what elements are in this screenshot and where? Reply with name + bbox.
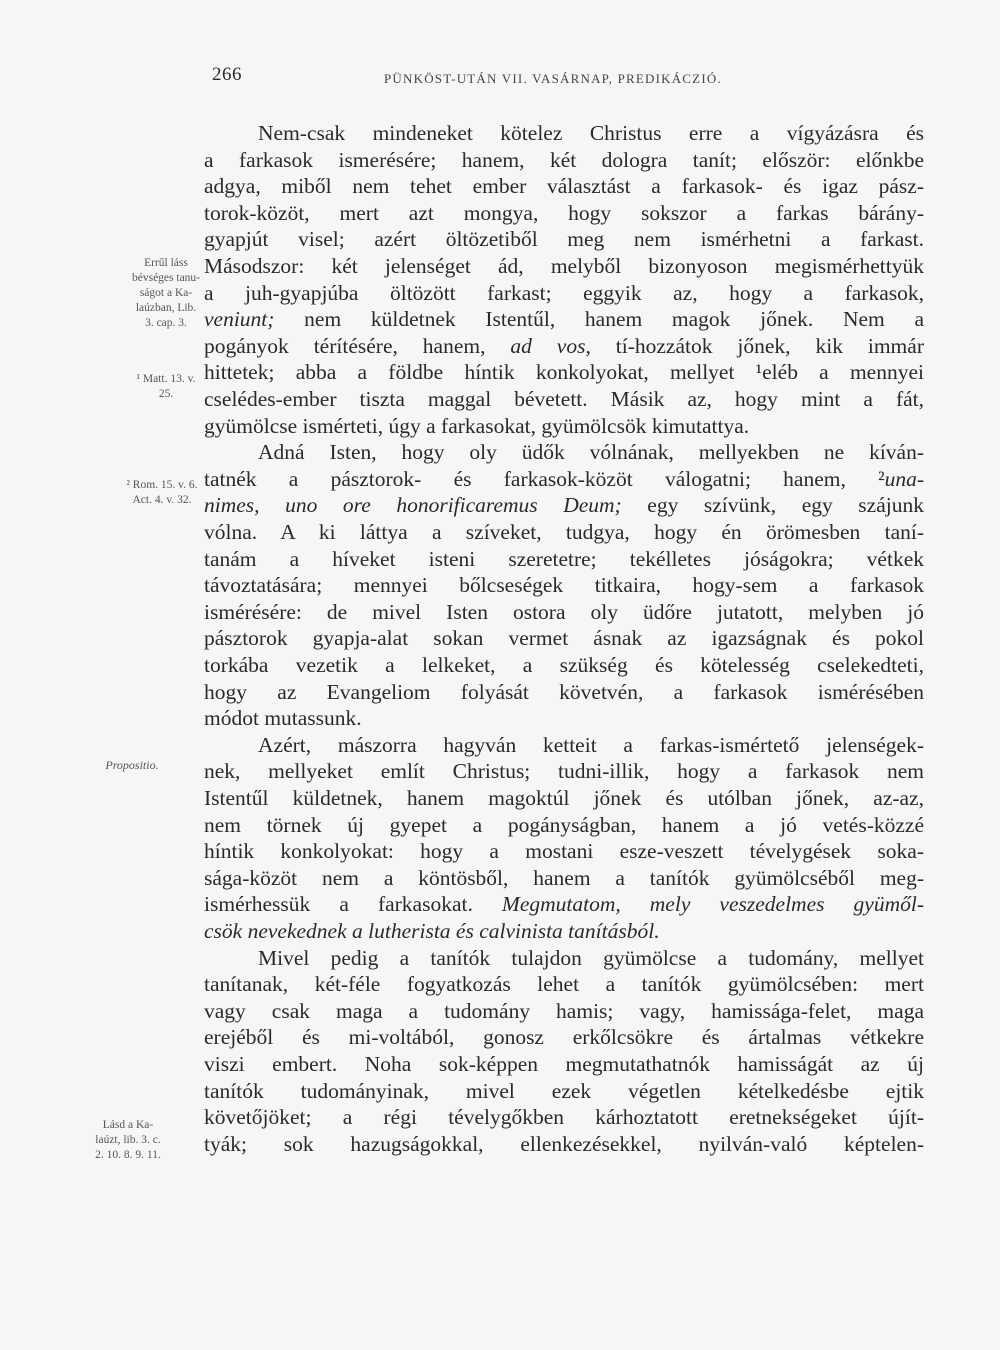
margin-note-line: ² Rom. 15. v. 6. bbox=[126, 479, 198, 491]
text-line: Adná Isten, hogy oly üdők vólnának, mellyekben ne kíván- bbox=[258, 440, 924, 465]
margin-note-line: Act. 4. v. 32. bbox=[132, 494, 192, 506]
text-line: Azért, mászorra hagyván ketteit a farkas-ismértető jelenségek- bbox=[258, 732, 924, 757]
text-line: tyák; sok hazugságokkal, ellenkezésekkel, nyilván-való képtelen- bbox=[204, 1131, 924, 1156]
text-line: hittetek; abba a földbe híntik konkolyokat, mellyet ¹eléb a mennyei bbox=[204, 360, 924, 385]
text-line: csök nevekednek a lutherista és calvinista tanításból. bbox=[204, 919, 660, 943]
margin-note-line: laúzt, lib. 3. c. bbox=[95, 1134, 161, 1146]
margin-note-line: laúzban, Lib. bbox=[135, 302, 197, 314]
body-text bbox=[204, 0, 924, 1350]
text-line: híntik konkolyokat: hogy a mostani esze-veszett tévelygések soka- bbox=[204, 839, 924, 864]
text-line: viszi embert. Noha sok-képpen megmutathatnók hamisságát az új bbox=[204, 1052, 924, 1076]
margin-note-line: Lásd a Ka- bbox=[102, 1119, 154, 1131]
text-line: erejéből és mi-voltából, gonosz erkőlcsökre és ártalmas vétkekre bbox=[204, 1025, 924, 1050]
text-line: veniunt; nem küldetnek Istentűl, hanem magok jőnek. Nem a bbox=[204, 307, 924, 332]
text-line: tanám a híveket isteni szeretetre; tekélletes jóságokra; vétkek bbox=[204, 546, 924, 571]
text-line: nek, mellyeket említ Christus; tudni-illik, hogy a farkasok nem bbox=[204, 759, 924, 784]
running-title: PÜNKÖST-UTÁN VII. VASÁRNAP, PREDIKÁCZIÓ. bbox=[384, 71, 722, 86]
text-line: gyümölcse ismérteti, úgy a farkasokat, gyümölcsök kimutattya. bbox=[204, 413, 750, 438]
text-line: torok-közöt, mert azt mongya, hogy sokszor a farkas bárány- bbox=[204, 200, 924, 225]
text-line: torkába vezetik a lelkeket, a szükség és kötelesség cselekedteti, bbox=[204, 653, 924, 677]
text-line: hogy az Evangeliom folyását követvén, a farkasok ismérésében bbox=[204, 679, 924, 704]
text-line: cselédes-ember tiszta maggal bévetett. Másik az, hogy mint a fát, bbox=[204, 387, 924, 411]
margin-note-propositio bbox=[82, 758, 182, 773]
text-line: gyapjút visel; azért öltözetiből meg nem ismérhetni a farkast. bbox=[204, 227, 924, 252]
margin-note-line: Errűl láss bbox=[144, 257, 188, 269]
margin-note-line: 2. 10. 8. 9. 11. bbox=[95, 1149, 161, 1161]
text-line: vagy csak maga a tudomány hamis; vagy, hamissága-felet, maga bbox=[204, 998, 924, 1023]
text-line: pogányok térítésére, hanem, ad vos, tí-hozzátok jőnek, kik immár bbox=[204, 333, 924, 358]
page-number: 266 bbox=[212, 64, 242, 85]
margin-note-line: bévséges tanu- bbox=[131, 272, 201, 284]
text-line: Nem-csak mindeneket kötelez Christus erre a vígyázásra és bbox=[258, 121, 924, 145]
margin-note bbox=[120, 478, 204, 508]
text-line: nimes, uno ore honorificaremus Deum; egy szívünk, egy szájunk bbox=[204, 493, 924, 518]
margin-note-line: 25. bbox=[158, 388, 174, 400]
text-line: Mivel pedig a tanítók tulajdon gyümölcse a tudomány, mellyet bbox=[258, 945, 924, 970]
text-line: sága-közöt nem a köntösből, hanem a tanítók gyümölcséből meg- bbox=[204, 865, 924, 890]
text-line: követőjöket; a régi tévelygőkben kárhoztatott eretnekségeket újít- bbox=[204, 1105, 924, 1130]
margin-note-line: ¹ Matt. 13. v. bbox=[136, 373, 196, 385]
text-line: Istentűl küldetnek, hanem magoktúl jőnek és utólban jőnek, az-az, bbox=[204, 786, 924, 810]
text-line: vólna. A ki láttya a szíveket, tudgya, hogy én örömesben taní- bbox=[204, 520, 924, 544]
text-line: tanítanak, két-féle fogyatkozás lehet a tanítók gyümölcsében: mert bbox=[204, 972, 924, 997]
text-line: ismérhessük a farkasokat. Megmutatom, mely veszedelmes gyümől- bbox=[204, 892, 924, 917]
margin-note-line: Propositio. bbox=[105, 758, 159, 772]
margin-note bbox=[72, 1118, 184, 1163]
margin-note bbox=[128, 372, 204, 402]
text-line: pásztorok gyapja-alat sokan vermet ásnak az igazságnak és pokol bbox=[204, 626, 924, 651]
text-line: Másodszor: két jelenséget ád, melyből bizonyoson megismérhettyük bbox=[204, 254, 924, 278]
text-line: módot mutassunk. bbox=[204, 706, 362, 731]
text-line: tanítók tudományinak, mivel ezek végetlen kételkedésbe ejtik bbox=[204, 1078, 924, 1103]
text-line: a juh-gyapjúba öltözött farkast; eggyik az, hogy a farkasok, bbox=[204, 280, 924, 305]
text-line: nem törnek új gyepet a pogányságban, hanem a jó vetés-közzé bbox=[204, 812, 924, 837]
text-line: távoztatására; mennyei bőlcseségek titkaira, hogy-sem a farkasok bbox=[204, 573, 924, 598]
margin-note bbox=[128, 256, 204, 331]
text-line: a farkasok ismerésére; hanem, két dologra tanít; először: előnkbe bbox=[204, 147, 924, 172]
text-line: adgya, miből nem tehet ember választást a farkasok- és igaz pász- bbox=[204, 174, 924, 199]
margin-note-line: 3. cap. 3. bbox=[145, 317, 187, 329]
margin-note-line: ságot a Ka- bbox=[139, 287, 193, 299]
text-line: ismérésére: de mivel Isten ostora oly üdőre jutatott, melyben jó bbox=[204, 599, 924, 624]
text-line: tatnék a pásztorok- és farkasok-közöt válogatni; hanem, ²una- bbox=[204, 466, 924, 491]
